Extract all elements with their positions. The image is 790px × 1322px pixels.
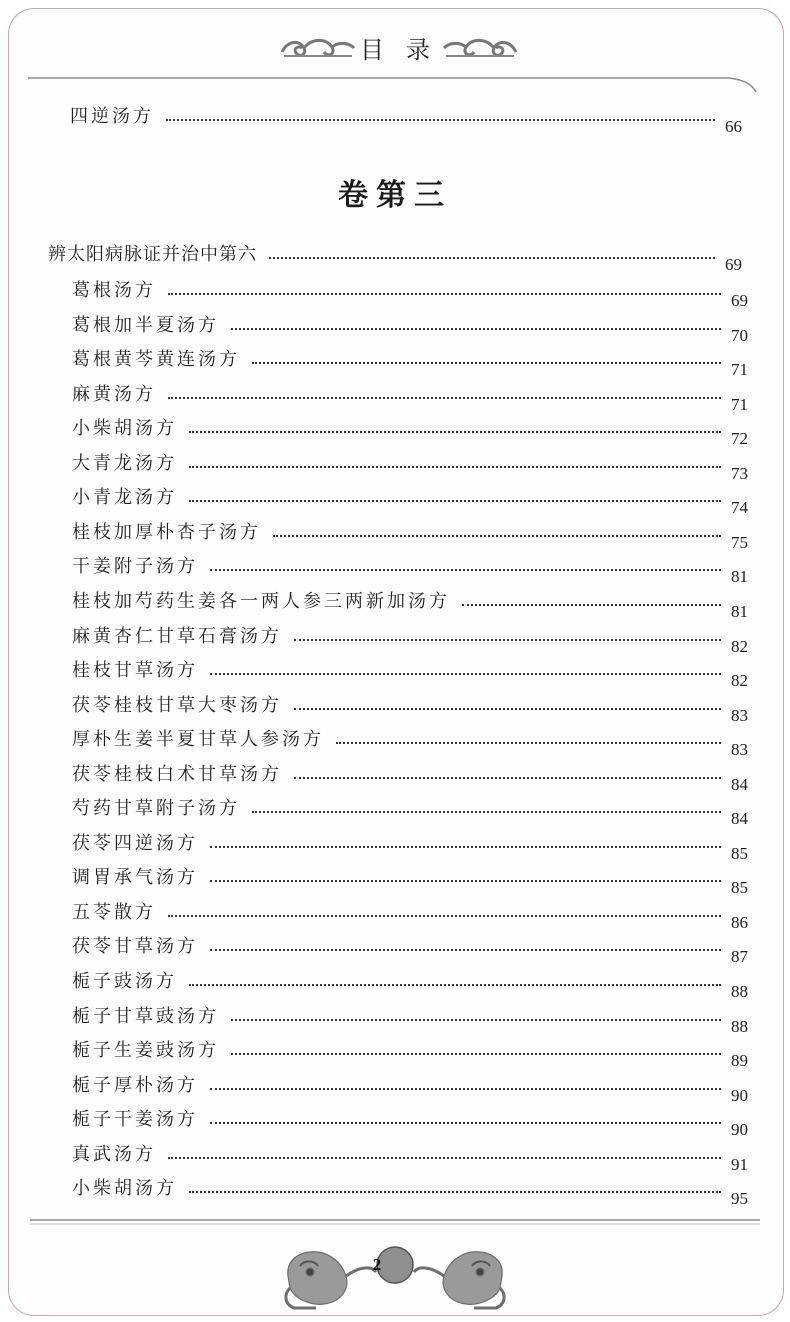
- toc-entry-title: 茯苓桂枝甘草大枣汤方: [72, 695, 282, 716]
- toc-entry-page: 89: [731, 1051, 748, 1070]
- toc-entry-title: 四逆汤方: [70, 106, 154, 127]
- section-heading: 卷第三: [338, 178, 452, 213]
- toc-entry-title: 栀子厚朴汤方: [72, 1075, 198, 1096]
- toc-entry-prev[interactable]: [70, 106, 742, 136]
- toc-entry[interactable]: [72, 453, 748, 483]
- toc-entry-title: 麻黄汤方: [72, 384, 156, 405]
- toc-entry-page: 74: [731, 498, 748, 517]
- toc-entry[interactable]: [72, 833, 748, 863]
- toc-entry-page: 90: [731, 1086, 748, 1105]
- toc-entry-page: 82: [731, 671, 748, 690]
- toc-entry[interactable]: [72, 626, 748, 656]
- toc-entry[interactable]: [72, 936, 748, 966]
- toc-entry-page: 72: [731, 429, 748, 448]
- toc-entry-page: 91: [731, 1155, 748, 1174]
- page-header: [0, 28, 790, 68]
- toc-entry-page: 87: [731, 947, 748, 966]
- toc-entry-title: 栀子干姜汤方: [72, 1109, 198, 1130]
- toc-entry-title: 真武汤方: [72, 1144, 156, 1165]
- dot-leader: [294, 777, 721, 779]
- toc-entry-page: 88: [731, 982, 748, 1001]
- dot-leader: [294, 639, 721, 641]
- dot-leader: [189, 431, 721, 433]
- toc-entry[interactable]: [72, 867, 748, 897]
- dot-leader: [168, 293, 721, 295]
- toc-entry-title: 小青龙汤方: [72, 487, 177, 508]
- toc-entry-title: 小柴胡汤方: [72, 418, 177, 439]
- cloud-scroll-right-icon: [440, 34, 520, 60]
- toc-entry[interactable]: [72, 798, 748, 828]
- toc-entry-page: 69: [731, 291, 748, 310]
- dot-leader: [210, 1122, 721, 1124]
- dot-leader: [252, 811, 721, 813]
- dot-leader: [273, 535, 721, 537]
- dot-leader: [189, 466, 721, 468]
- toc-entry[interactable]: [72, 1144, 748, 1174]
- toc-entry-title: 葛根黄芩黄连汤方: [72, 349, 240, 370]
- dot-leader: [210, 880, 721, 882]
- toc-entry-title: 葛根汤方: [72, 280, 156, 301]
- dot-leader: [231, 328, 721, 330]
- toc-entry-title: 芍药甘草附子汤方: [72, 798, 240, 819]
- toc-entry[interactable]: [72, 902, 748, 932]
- toc-entry-page: 73: [731, 464, 748, 483]
- toc-entry[interactable]: [72, 1075, 748, 1105]
- toc-group-entry[interactable]: [48, 244, 742, 274]
- page-number: 2: [372, 1255, 382, 1274]
- toc-entry[interactable]: [72, 660, 748, 690]
- toc-entry-page: 86: [731, 913, 748, 932]
- toc-entry[interactable]: [72, 1109, 748, 1139]
- toc-entry-title: 桂枝加芍药生姜各一两人参三两新加汤方: [72, 591, 450, 612]
- toc-entry-title: 栀子甘草豉汤方: [72, 1006, 219, 1027]
- dot-leader: [189, 984, 721, 986]
- toc-entry-page: 88: [731, 1017, 748, 1036]
- toc-entry[interactable]: [72, 349, 748, 379]
- toc-entry[interactable]: [72, 280, 748, 310]
- toc-entry[interactable]: [72, 695, 748, 725]
- dot-leader: [189, 500, 721, 502]
- dot-leader: [166, 119, 715, 121]
- toc-entry[interactable]: [72, 1006, 748, 1036]
- toc-entry-title: 小柴胡汤方: [72, 1178, 177, 1199]
- toc-entry[interactable]: [72, 418, 748, 448]
- toc-entry-title: 大青龙汤方: [72, 453, 177, 474]
- toc-entry-title: 桂枝加厚朴杏子汤方: [72, 522, 261, 543]
- toc-entry[interactable]: [72, 1178, 748, 1208]
- toc-entry[interactable]: [72, 971, 748, 1001]
- toc-entry-title: 栀子豉汤方: [72, 971, 177, 992]
- dot-leader: [231, 1053, 721, 1055]
- page-title: 目录: [360, 36, 452, 64]
- dot-leader: [252, 362, 721, 364]
- header-divider: [28, 74, 758, 94]
- dot-leader: [168, 1157, 721, 1159]
- toc-entry-title: 干姜附子汤方: [72, 556, 198, 577]
- toc-entry-title: 桂枝甘草汤方: [72, 660, 198, 681]
- dot-leader: [210, 1088, 721, 1090]
- toc-entry-title: 葛根加半夏汤方: [72, 315, 219, 336]
- toc-entry-page: 81: [731, 567, 748, 586]
- dot-leader: [462, 604, 721, 606]
- toc-entry-page: 75: [731, 533, 748, 552]
- toc-entry[interactable]: [72, 556, 748, 586]
- footer-divider: [30, 1214, 760, 1230]
- dot-leader: [189, 1191, 721, 1193]
- dot-leader: [269, 257, 715, 259]
- dot-leader: [336, 742, 721, 744]
- toc-entry-page: 83: [731, 706, 748, 725]
- toc-entry-page: 85: [731, 878, 748, 897]
- dot-leader: [168, 397, 721, 399]
- toc-entry[interactable]: [72, 487, 748, 517]
- dot-leader: [231, 1019, 721, 1021]
- toc-entry[interactable]: [72, 729, 748, 759]
- toc-entry[interactable]: [72, 522, 748, 552]
- toc-entry-page: 71: [731, 395, 748, 414]
- toc-entry-page: 83: [731, 740, 748, 759]
- toc-entry-page: 90: [731, 1120, 748, 1139]
- toc-group-page: 69: [725, 255, 742, 274]
- toc-entry-page: 84: [731, 809, 748, 828]
- toc-entry-title: 栀子生姜豉汤方: [72, 1040, 219, 1061]
- toc-entry[interactable]: [72, 591, 748, 621]
- toc-entry-page: 85: [731, 844, 748, 863]
- toc-entry-page: 82: [731, 637, 748, 656]
- toc-entry[interactable]: [72, 1040, 748, 1070]
- toc-entry[interactable]: [72, 384, 748, 414]
- toc-entry-title: 茯苓桂枝白术甘草汤方: [72, 764, 282, 785]
- toc-entry-page: 84: [731, 775, 748, 794]
- dot-leader: [168, 915, 721, 917]
- dot-leader: [210, 569, 721, 571]
- toc-group-title: 辨太阳病脉证并治中第六: [48, 244, 257, 265]
- dot-leader: [294, 708, 721, 710]
- toc-entry-title: 五苓散方: [72, 902, 156, 923]
- toc-entry-title: 调胃承气汤方: [72, 867, 198, 888]
- toc-entry-page: 95: [731, 1189, 748, 1208]
- dot-leader: [210, 949, 721, 951]
- toc-entry[interactable]: [72, 315, 748, 345]
- toc-entry-page: 66: [725, 117, 742, 136]
- toc-entry-page: 71: [731, 360, 748, 379]
- toc-entry-title: 厚朴生姜半夏甘草人参汤方: [72, 729, 324, 750]
- toc-entry-page: 81: [731, 602, 748, 621]
- toc-entry-title: 麻黄杏仁甘草石膏汤方: [72, 626, 282, 647]
- dot-leader: [210, 673, 721, 675]
- toc-entry-title: 茯苓甘草汤方: [72, 936, 198, 957]
- toc-entry-title: 茯苓四逆汤方: [72, 833, 198, 854]
- dot-leader: [210, 846, 721, 848]
- toc-entry-page: 70: [731, 326, 748, 345]
- toc-entry[interactable]: [72, 764, 748, 794]
